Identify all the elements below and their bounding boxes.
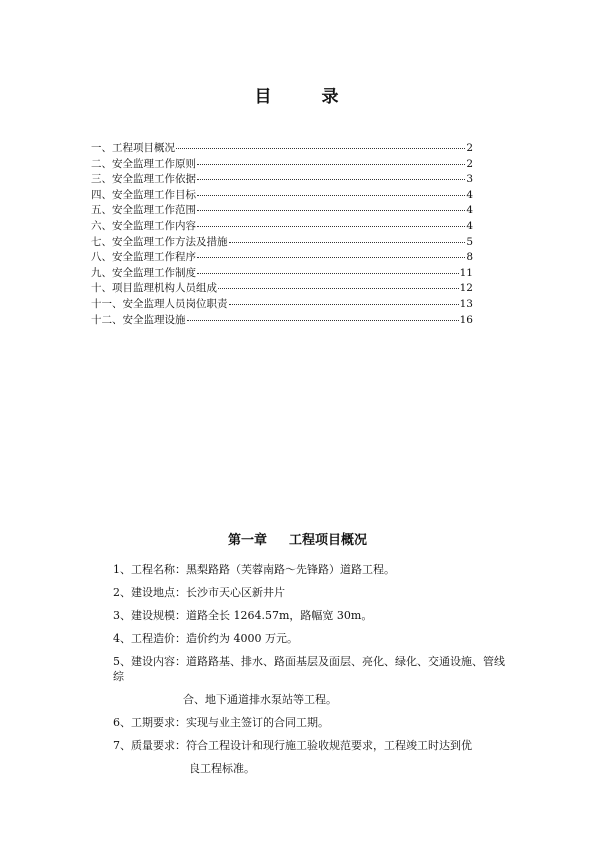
chapter-title: 工程项目概况 [289, 533, 368, 548]
item-text: 长沙市天心区新井片 [186, 586, 285, 599]
toc-entry[interactable] [91, 250, 473, 266]
toc-entry-page: 2 [466, 157, 473, 170]
toc-entry-label: 十二、安全监理设施 [91, 313, 186, 326]
item-text: 道路路基、排水、路面基层及面层、亮化、绿化、交通设施、管线综 [113, 655, 505, 683]
toc-entry-label: 六、安全监理工作内容 [91, 219, 196, 232]
toc-entry-page: 4 [466, 219, 473, 232]
list-item [113, 631, 513, 646]
list-item [113, 562, 513, 577]
item-label: 5、建设内容： [113, 655, 186, 668]
item-text: 黑梨路路（芙蓉南路～先锋路）道路工程。 [186, 563, 395, 576]
toc-entry-label: 十、项目监理机构人员组成 [91, 282, 217, 295]
toc-entry-label: 九、安全监理工作制度 [91, 266, 196, 279]
toc-leader-dots [229, 234, 466, 243]
item-label: 6、工期要求： [113, 716, 186, 729]
toc-entry-label: 七、安全监理工作方法及措施 [91, 235, 228, 248]
toc-entry[interactable] [91, 281, 473, 297]
list-item [113, 585, 513, 600]
item-label: 4、工程造价： [113, 632, 186, 645]
toc-title: 目 录 [254, 87, 361, 107]
project-overview-list [113, 562, 513, 784]
toc-entry[interactable] [91, 141, 473, 157]
toc-leader-dots [218, 280, 459, 289]
item-label: 1、工程名称： [113, 563, 186, 576]
toc-entry[interactable] [91, 219, 473, 235]
toc-entry[interactable] [91, 266, 473, 282]
toc-entry-label: 五、安全监理工作范围 [91, 204, 196, 217]
toc-entry-page: 11 [459, 266, 473, 279]
toc-entry-page: 16 [459, 313, 473, 326]
item-label: 2、建设地点： [113, 586, 186, 599]
toc-entry[interactable] [91, 235, 473, 251]
list-item [113, 654, 513, 707]
item-label: 3、建设规模： [113, 609, 186, 622]
toc-leader-dots [197, 265, 459, 274]
toc-entry-page: 5 [466, 235, 473, 248]
toc-leader-dots [197, 202, 465, 211]
toc-leader-dots [197, 187, 465, 196]
toc-entry-page: 2 [466, 142, 473, 154]
toc-leader-dots [197, 156, 465, 165]
toc-entry[interactable] [91, 203, 473, 219]
toc-entry[interactable] [91, 313, 473, 329]
toc-entry-page: 4 [466, 188, 473, 201]
chapter-number: 第一章 [227, 533, 267, 548]
toc-leader-dots [197, 249, 465, 258]
list-item [113, 715, 513, 730]
toc-entry-label: 四、安全监理工作目标 [91, 188, 196, 201]
toc-entry-page: 4 [466, 204, 473, 217]
toc-entry[interactable] [91, 172, 473, 188]
toc-entry-label: 二、安全监理工作原则 [91, 157, 196, 170]
item-text: 道路全长 1264.57m，路幅宽 30m。 [186, 609, 373, 622]
toc-entry[interactable] [91, 157, 473, 173]
item-text: 符合工程设计和现行施工验收规范要求，工程竣工时达到优 [186, 739, 472, 752]
item-text-continued: 合、地下通道排水泵站等工程。 [183, 693, 337, 706]
toc-entry-label: 八、安全监理工作程序 [91, 251, 196, 264]
toc-entry[interactable] [91, 188, 473, 204]
list-item [113, 608, 513, 623]
toc-leader-dots [176, 140, 465, 149]
toc-entry-label: 一、工程项目概况 [91, 142, 175, 154]
toc-leader-dots [197, 171, 465, 180]
toc-entry-page: 13 [459, 297, 473, 310]
toc-entry-page: 8 [466, 251, 473, 264]
item-label: 7、质量要求： [113, 739, 186, 752]
list-item [113, 738, 513, 776]
toc-entry-page: 3 [466, 173, 473, 186]
item-text-continued: 良工程标准。 [189, 762, 255, 775]
item-text: 造价约为 4000 万元。 [186, 632, 298, 645]
toc-leader-dots [197, 218, 465, 227]
toc-leader-dots [229, 296, 459, 305]
toc-entry-page: 12 [459, 282, 473, 295]
toc-entry-label: 三、安全监理工作依据 [91, 173, 196, 186]
item-text: 实现与业主签订的合同工期。 [186, 716, 329, 729]
toc-entry[interactable] [91, 297, 473, 313]
toc-entry-label: 十一、安全监理人员岗位职责 [91, 297, 228, 310]
chapter-heading [0, 529, 595, 548]
table-of-contents [91, 141, 473, 328]
toc-leader-dots [187, 312, 459, 321]
